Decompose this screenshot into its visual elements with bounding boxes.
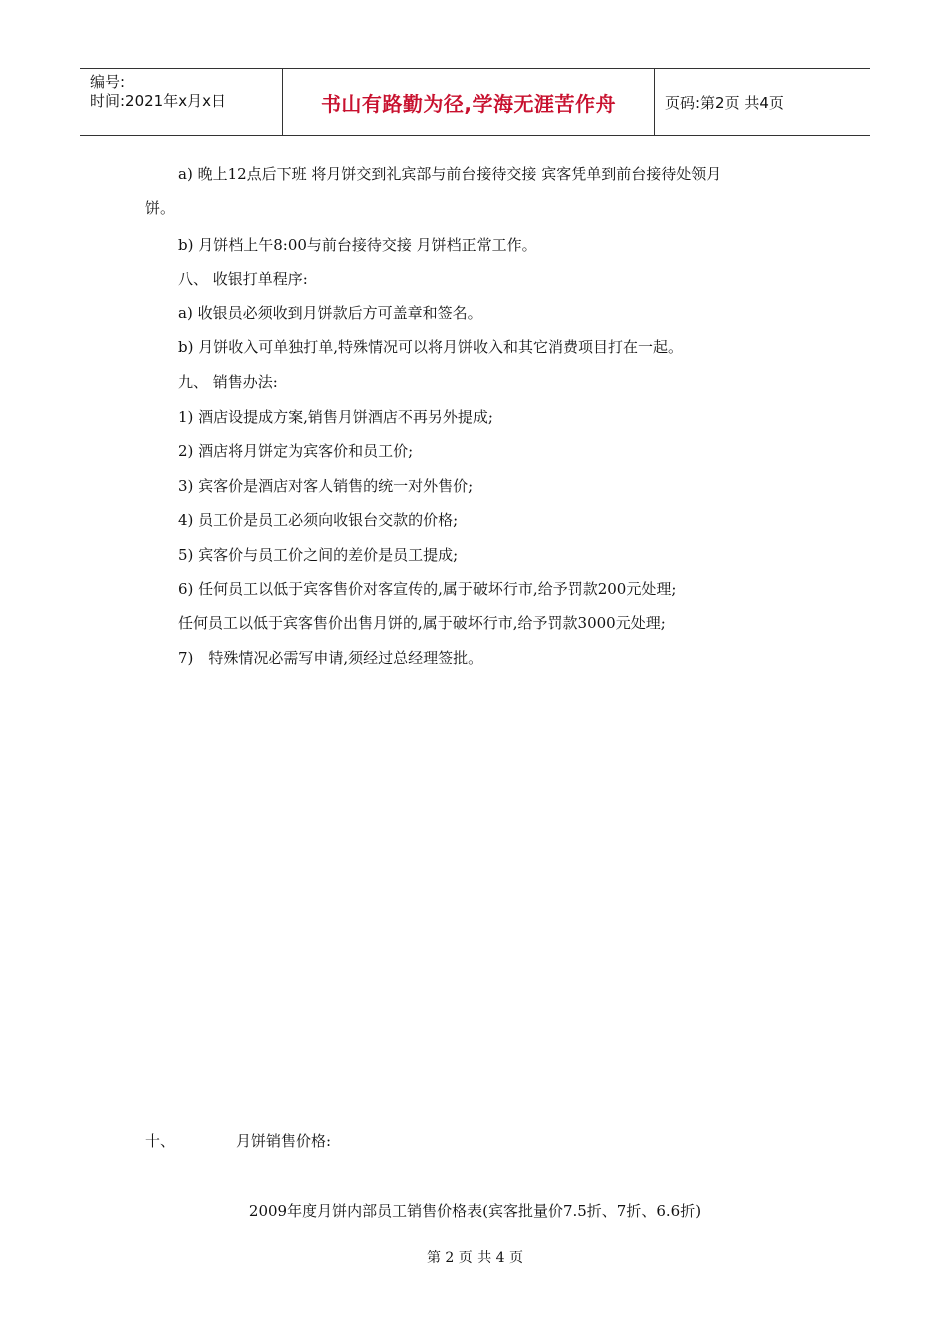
body-line: a) 收银员必须收到月饼款后方可盖章和签名。 (178, 304, 483, 322)
body-line: 任何员工以低于宾客售价出售月饼的,属于破坏行市,给予罚款3000元处理; (178, 614, 666, 632)
body-line: a) 晚上12点后下班 将月饼交到礼宾部与前台接待交接 宾客凭单到前台接待处领月 (178, 165, 722, 183)
body-line: 4) 员工价是员工必须向收银台交款的价格; (178, 511, 459, 529)
doc-date-label: 时间:2021年x月x日 (90, 92, 226, 110)
header-meta (80, 69, 282, 135)
page-footer: 第 2 页 共 4 页 (426, 1250, 524, 1266)
body-line: 2) 酒店将月饼定为宾客价和员工价; (178, 442, 414, 460)
section-heading: 九、 销售办法: (178, 373, 278, 391)
header-motto-cell (282, 69, 655, 135)
header-motto: 书山有路勤为径,学海无涯苦作舟 (320, 91, 617, 116)
body-line: 1) 酒店设提成方案,销售月饼酒店不再另外提成; (178, 408, 493, 426)
page-header (80, 68, 870, 136)
section-ten-number: 十、 (145, 1132, 176, 1150)
body-line: 饼。 (145, 199, 176, 217)
body-line: 5) 宾客价与员工价之间的差价是员工提成; (178, 546, 459, 564)
body-line: b) 月饼收入可单独打单,特殊情况可以将月饼收入和其它消费项目打在一起。 (178, 338, 683, 356)
body-line: b) 月饼档上午8:00与前台接待交接 月饼档正常工作。 (178, 236, 537, 254)
body-line: 6) 任何员工以低于宾客售价对客宣传的,属于破坏行市,给予罚款200元处理; (178, 580, 677, 598)
doc-number-label: 编号: (90, 73, 126, 91)
section-heading: 八、 收银打单程序: (178, 270, 308, 288)
header-page-cell (655, 69, 870, 135)
body-line: 7) 特殊情况必需写申请,须经过总经理签批。 (178, 649, 484, 667)
section-ten-title: 月饼销售价格: (236, 1132, 332, 1150)
body-line: 3) 宾客价是酒店对客人销售的统一对外售价; (178, 477, 474, 495)
price-table-title: 2009年度月饼内部员工销售价格表(宾客批量价7.5折、7折、6.6折) (248, 1202, 702, 1220)
header-page-number: 页码:第2页 共4页 (665, 93, 784, 112)
